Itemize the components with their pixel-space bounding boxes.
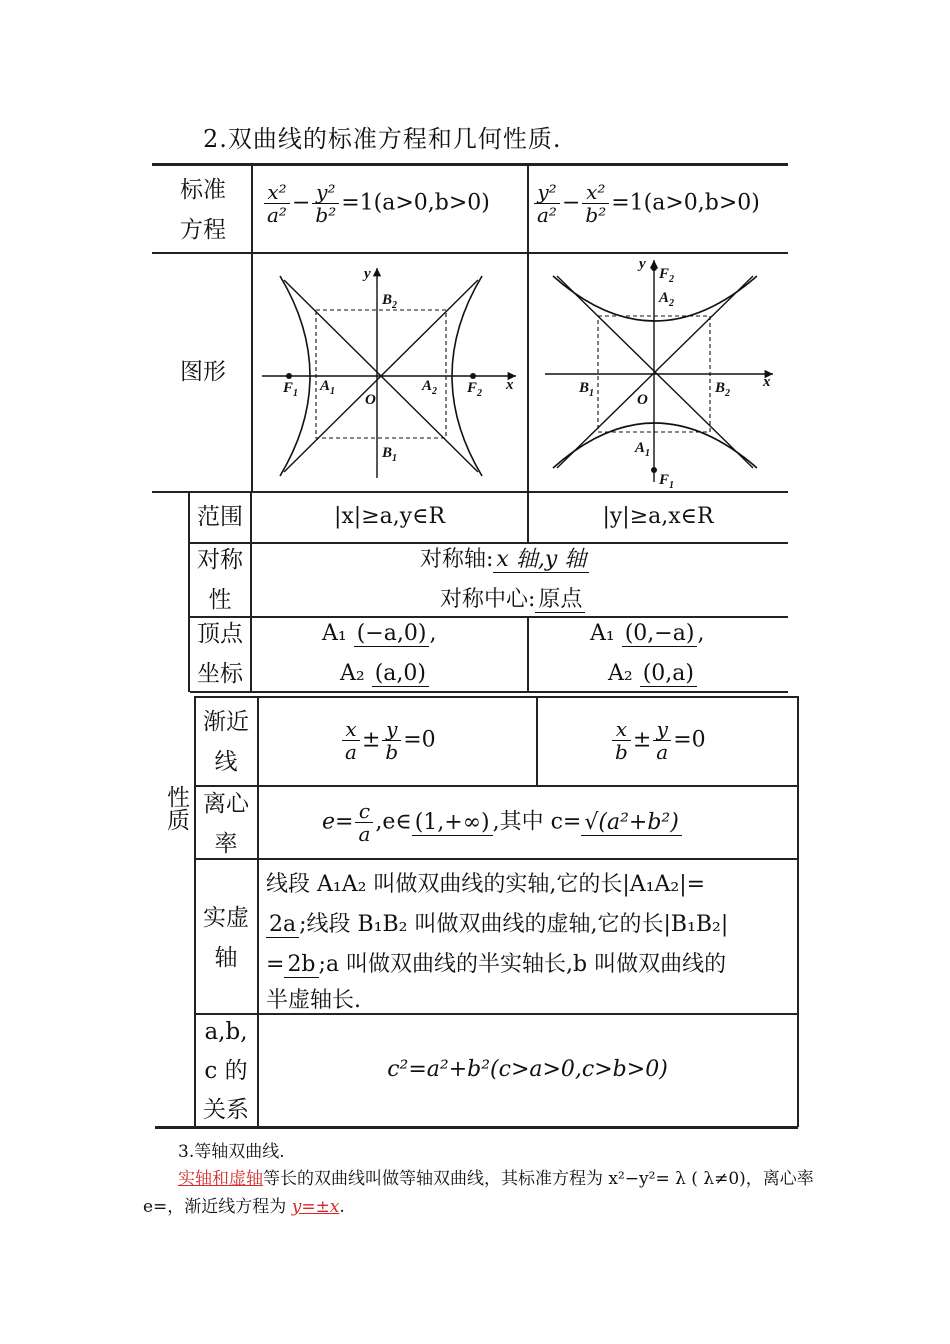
vertex-right-a1: A₁ (0,−a) , xyxy=(590,621,705,646)
focus-f1-dot xyxy=(286,373,292,379)
std-eq-label-2: 方程 xyxy=(180,217,226,243)
vertex-label-1: 顶点 xyxy=(197,621,243,647)
symmetry-label-2: 性 xyxy=(208,587,232,613)
b1-label: $B_1$ xyxy=(579,380,595,399)
abc-label-2: c 的 xyxy=(204,1058,248,1084)
f2-label: $F_2$ xyxy=(659,266,675,285)
y-label: y xyxy=(639,256,646,272)
axes-line-1: 线段 A₁A₂ 叫做双曲线的实轴,它的长|A₁A₂|= xyxy=(266,872,706,897)
hyperbola-y-graph xyxy=(531,254,787,488)
range-left: |x|≥a,y∈R xyxy=(333,504,446,529)
vertex-left-a1: A₁ (−a,0) , xyxy=(322,621,437,646)
abc-formula: c²=a²+b²(c>a>0,c>b>0) xyxy=(387,1057,668,1082)
section3-paragraph-2: e=，渐近线方程为 y=±x. xyxy=(143,1197,345,1217)
f1-label: $F_1$ xyxy=(659,472,675,488)
asymptote-left-eq: $\frac{x}{a}$ ± $\frac{y}{b}$ =0 xyxy=(340,718,436,763)
graph-label: 图形 xyxy=(180,359,226,385)
symmetry-label-1: 对称 xyxy=(197,547,243,573)
hyperbola-x-graph xyxy=(256,258,524,486)
symmetry-center: 对称中心: 原点 xyxy=(440,588,585,612)
std-eq-right: $\frac{\text{y²}}{\text{a²}}$ − $\frac{\text{x²}}{\text{b²}}$ =1(a>0,b>0) xyxy=(532,181,760,226)
section3-paragraph-1: 实轴和虚轴等长的双曲线叫做等轴双曲线，其标准方程为 x²−y²= λ ( λ≠0)，离心率 xyxy=(178,1169,814,1189)
a1-label: $A_1$ xyxy=(635,440,651,459)
b2-label: $B_2$ xyxy=(715,380,731,399)
eccentricity-formula: e= $\frac{c}{a}$ ,e∈ (1,+∞) ,其中 c= √(a²+b²) xyxy=(322,800,682,845)
focus-f2-dot xyxy=(470,373,476,379)
asymptote-right-eq: $\frac{x}{b}$ ± $\frac{y}{a}$ =0 xyxy=(610,718,706,763)
axes-line-2: 2a ;线段 B₁B₂ 叫做双曲线的虚轴,它的长|B₁B₂| xyxy=(266,905,728,945)
b2-label: $B_2$ xyxy=(382,292,398,311)
section-title: 2.双曲线的标准方程和几何性质. xyxy=(203,125,562,153)
vertex-label-2: 坐标 xyxy=(197,661,243,687)
b1-label: $B_1$ xyxy=(382,445,398,464)
lower-branch xyxy=(553,423,757,468)
asymptote-label-1: 渐近 xyxy=(203,709,249,735)
abc-label-1: a,b, xyxy=(204,1019,248,1045)
range-right: |y|≥a,x∈R xyxy=(602,504,714,529)
f1-label: $F_1$ xyxy=(283,380,299,399)
range-label: 范围 xyxy=(197,504,243,530)
symmetry-axis: 对称轴: x 轴,y 轴 xyxy=(420,548,589,572)
axes-label-2: 轴 xyxy=(214,945,238,971)
vertex-right-a2: A₂ (0,a) xyxy=(608,662,697,686)
upper-branch xyxy=(553,276,757,321)
focus-f1-dot xyxy=(651,467,657,473)
x-label: x xyxy=(506,377,514,393)
eccentricity-label-2: 率 xyxy=(214,831,238,857)
axes-line-3: = 2b ;a 叫做双曲线的半实轴长,b 叫做双曲线的 xyxy=(266,952,727,977)
std-eq-left: $\frac{\text{x²}}{\text{a²}}$ − $\frac{\text{y²}}{\text{b²}}$ =1(a>0,b>0) xyxy=(262,181,490,226)
eccentricity-label-1: 离心 xyxy=(203,791,249,817)
a1-label: $A_1$ xyxy=(320,378,336,397)
focus-f2-dot xyxy=(651,265,657,271)
asymptote-label-2: 线 xyxy=(214,749,238,775)
vertex-left-a2: A₂ (a,0) xyxy=(340,662,429,686)
abc-label-3: 关系 xyxy=(203,1097,249,1123)
axes-line-4: 半虚轴长. xyxy=(266,988,361,1013)
axes-label-1: 实虚 xyxy=(203,905,249,931)
a2-label: $A_2$ xyxy=(422,378,438,397)
a2-label: $A_2$ xyxy=(659,290,675,309)
origin-label: O xyxy=(365,392,376,408)
section3-title: 3.等轴双曲线. xyxy=(178,1142,285,1162)
origin-label: O xyxy=(637,392,648,408)
f2-label: $F_2$ xyxy=(467,380,483,399)
properties-label: 性质 xyxy=(163,785,189,831)
aux-rectangle xyxy=(316,310,446,438)
std-eq-label-1: 标准 xyxy=(180,177,226,203)
x-label: x xyxy=(763,374,771,390)
y-label: y xyxy=(364,266,371,282)
